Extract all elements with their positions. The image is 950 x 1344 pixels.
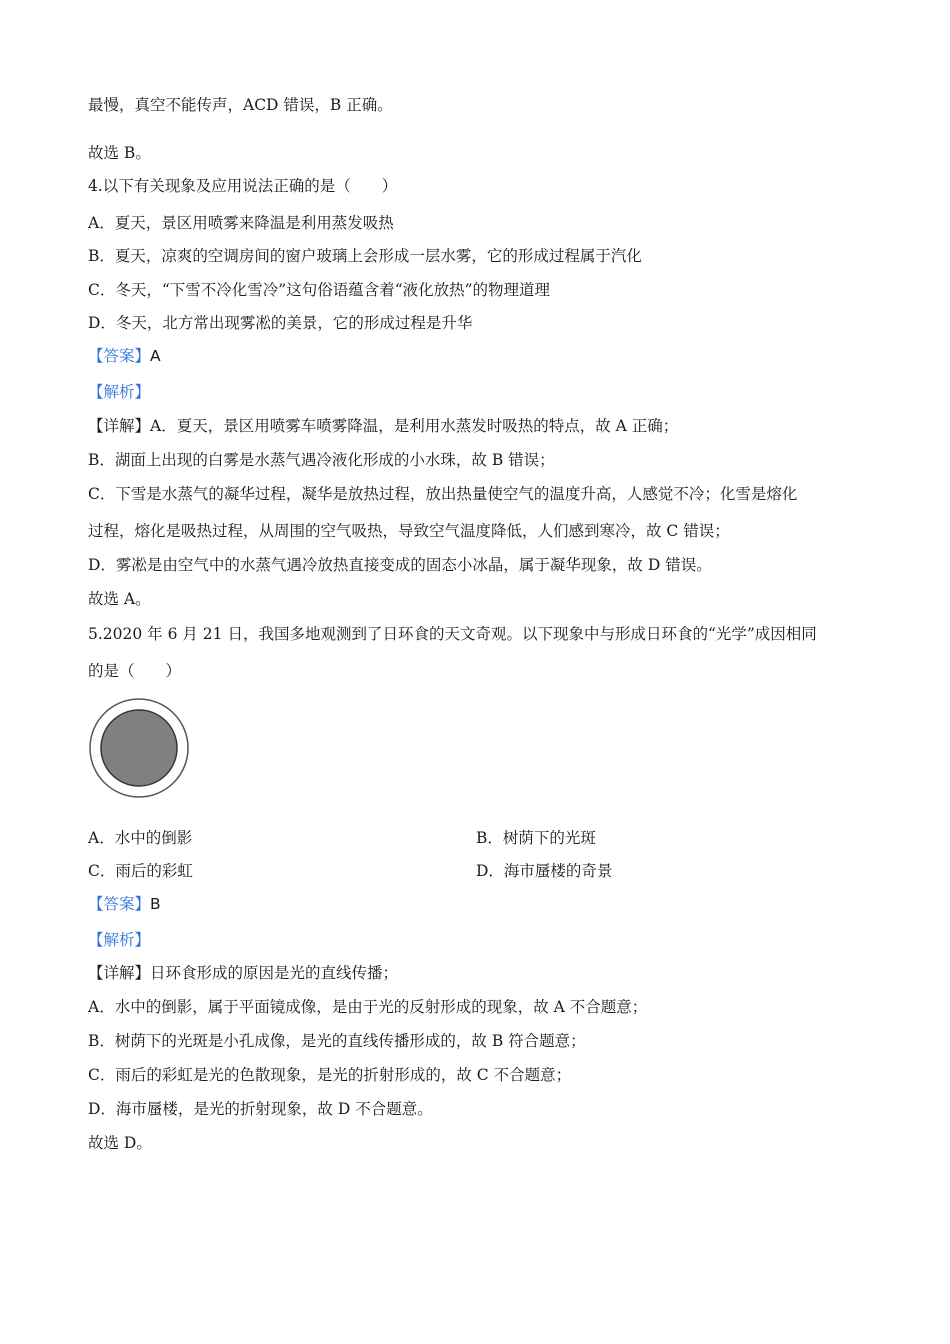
q4-detail-5: D．雾凇是由空气中的水蒸气遇冷放热直接变成的固态小冰晶，属于凝华现象，故 D 错误。 <box>88 556 712 574</box>
detail-label: 【详解】 <box>88 417 151 435</box>
answer-label: 【答案】 <box>88 895 151 913</box>
q5-option-a: A．水中的倒影 <box>88 829 193 847</box>
answer-label: 【答案】 <box>88 347 151 365</box>
q4-conclusion: 故选 A。 <box>88 590 151 608</box>
q5-conclusion: 故选 D。 <box>88 1134 152 1152</box>
q5-detail-2: B．树荫下的光斑是小孔成像，是光的直线传播形成的，故 B 符合题意； <box>88 1032 586 1050</box>
q5-detail-3: C．雨后的彩虹是光的色散现象，是光的折射形成的，故 C 不合题意； <box>88 1066 572 1084</box>
q4-option-b: B．夏天，凉爽的空调房间的窗户玻璃上会形成一层水雾，它的形成过程属于汽化 <box>88 247 642 265</box>
moon-disk <box>101 710 177 786</box>
text-line: 最慢，真空不能传声，ACD 错误，B 正确。 <box>88 96 393 114</box>
question-4: 4.以下有关现象及应用说法正确的是（ ） <box>88 177 398 195</box>
q5-detail-4: D．海市蜃楼，是光的折射现象，故 D 不合题意。 <box>88 1100 433 1118</box>
q4-detail-4: 过程，熔化是吸热过程，从周围的空气吸热，导致空气温度降低，人们感到寒冷，故 C 错误； <box>88 522 730 540</box>
q5-answer <box>88 892 161 914</box>
q5-option-b: B．树荫下的光斑 <box>476 829 596 847</box>
q5-option-c: C．雨后的彩虹 <box>88 862 193 880</box>
q5-detail-0 <box>88 961 398 983</box>
q4-option-d: D．冬天，北方常出现雾凇的美景，它的形成过程是升华 <box>88 314 473 332</box>
q4-detail-2: B．湖面上出现的白雾是水蒸气遇冷液化形成的小水珠，故 B 错误； <box>88 451 555 469</box>
question-5-cont: 的是（ ） <box>88 662 182 680</box>
analysis-label: 【解析】 <box>88 383 151 401</box>
detail-label: 【详解】 <box>88 964 151 982</box>
question-5: 5.2020 年 6 月 21 日，我国多地观测到了日环食的天文奇观。以下现象中与形成日环食的“光学”成因相同 <box>88 625 817 643</box>
q4-detail-1 <box>88 414 678 436</box>
q4-option-a: A．夏天，景区用喷雾来降温是利用蒸发吸热 <box>88 214 394 232</box>
answer-value: A <box>150 347 161 365</box>
text-line: 故选 B。 <box>88 144 151 162</box>
detail-text: A．夏天，景区用喷雾车喷雾降温，是利用水蒸发时吸热的特点，故 A 正确； <box>150 417 679 435</box>
detail-text: 日环食形成的原因是光的直线传播； <box>150 964 399 982</box>
answer-value: B <box>150 895 161 913</box>
analysis-label: 【解析】 <box>88 931 151 949</box>
q5-option-d: D．海市蜃楼的奇景 <box>476 862 613 880</box>
q4-option-c: C．冬天，“下雪不冷化雪冷”这句俗语蕴含着“液化放热”的物理道理 <box>88 281 551 299</box>
annular-eclipse-figure <box>88 697 190 799</box>
q4-answer <box>88 344 161 366</box>
q4-detail-3: C．下雪是水蒸气的凝华过程，凝华是放热过程，放出热量使空气的温度升高，人感觉不冷；化雪是熔化 <box>88 485 798 503</box>
q5-detail-1: A．水中的倒影，属于平面镜成像，是由于光的反射形成的现象，故 A 不合题意； <box>88 998 648 1016</box>
